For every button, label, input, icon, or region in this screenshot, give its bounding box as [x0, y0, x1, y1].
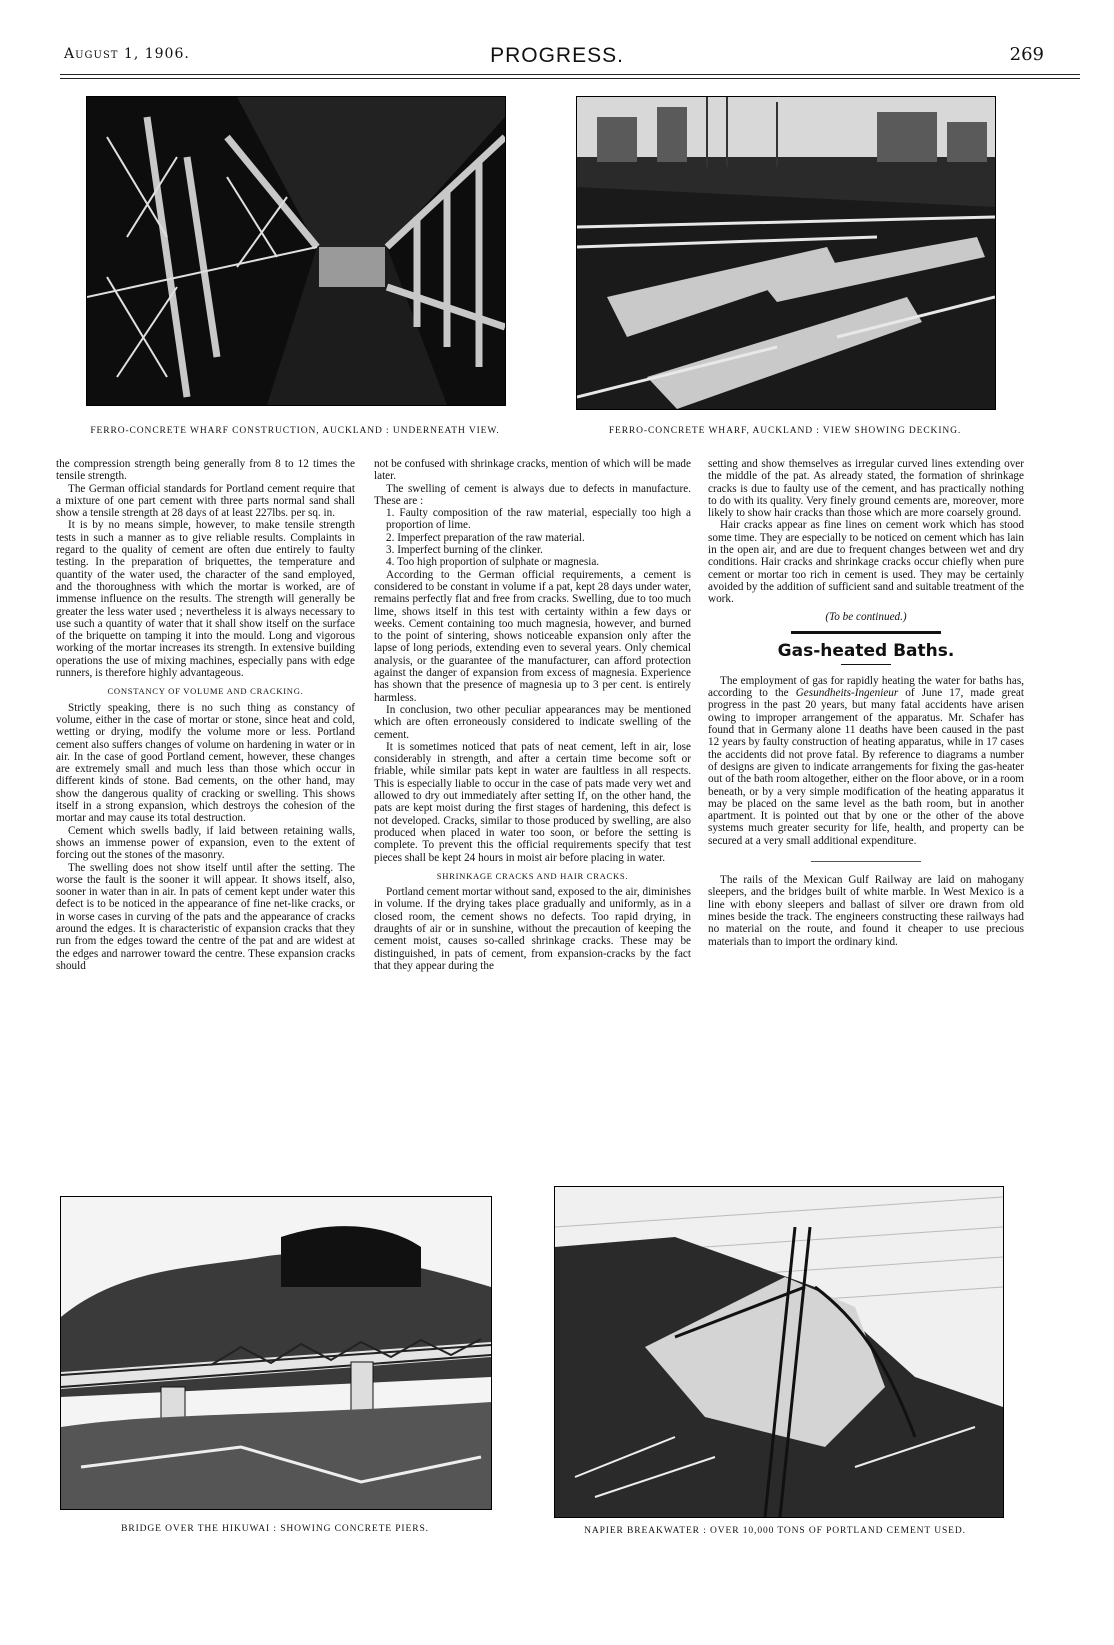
caption-top-right: FERRO-CONCRETE WHARF, AUCKLAND : VIEW SHOWING DECKING. [608, 426, 962, 436]
text-column-3 [708, 458, 1024, 948]
text-column-2 [374, 458, 691, 972]
paragraph: Cement which swells badly, if laid between retaining walls, shows an immense power of expansion, even to the extent of forcing out the stones of the masonry. [56, 824, 355, 862]
paragraph: the compression strength being generally from 8 to 12 times the tensile strength. [56, 458, 355, 483]
photo-wharf-underneath [86, 96, 506, 406]
list-item: 4. Too high proportion of sulphate or magnesia. [386, 556, 600, 569]
napier-breakwater-image [555, 1187, 1003, 1517]
paragraph: It is sometimes noticed that pats of neat cement, left in air, lose considerably in strength, and after a certain time become soft or friable, while similar pats kept in water are faultless in all respects. This is especially liable to occur in the case of pats made very wet and allowed to dry out immediately after setting If, on the other hand, the pats are kept moist during the first stages of hardening, this defect is not developed. Cracks, similar to those produced by swelling, are also produced when placed in water too soon, or before the setting is complete. To prevent this the official requirements specify that test pieces shall be kept 24 hours in moist air before placing in water. [374, 740, 691, 864]
paragraph: It is by no means simple, however, to make tensile strength tests in such a manner as to give reliable results. Complaints in regard to the quality of cement are often due entirely to faulty testing. In the preparation of briquettes, the temperature and quantity of the water used, the character of the sand employed, and the thoroughness with which the mortar is worked, are of immense influence on the results. The strength will generally be greater the less water used ; nevertheless it is always necessary to use such a quantity of water that it shall show itself on the surface of the briquette on tamping it into the mould. Long and vigorous working of the mortar increases its strength. In extensive building operations the use of mixing machines, especially pans with edge runners, is therefore highly advantageous. [56, 519, 355, 680]
list-item: 2. Imperfect preparation of the raw material. [386, 531, 585, 544]
photo-hikuwai-bridge [60, 1196, 492, 1510]
text-column-1 [56, 458, 355, 972]
paragraph: The German official standards for Portland cement require that a mixture of one part cement with three parts normal sand shall show a tensile strength at 28 days of at least 227lbs. per sq. in. [56, 482, 355, 520]
paragraph: Strictly speaking, there is no such thing as constancy of volume, either in the case of mortar or stone, since heat and cold, wetting or drying, modify the volume more or less. Portland cement also suffers changes of volume on hardening in water or in air. In the case of good Portland cement, however, these changes are extremely small and much less than those which occur in different kinds of stone. Bad cements, on the other hand, may show the dangerous quality of cracking or swelling. This shows itself in a strong expansion, which destroys the cohesion of the mortar and may cause its total destruction. [56, 701, 355, 825]
article-divider [791, 631, 941, 634]
paragraph: not be confused with shrinkage cracks, mention of which will be made later. [374, 458, 691, 483]
page-number: 269 [1009, 44, 1044, 65]
issue-date: August 1, 1906. [64, 46, 190, 62]
caption-bottom-right: NAPIER BREAKWATER : OVER 10,000 TONS OF PORTLAND CEMENT USED. [584, 1526, 966, 1536]
paragraph: Hair cracks appear as fine lines on cement work which has stood some time. They are especially to be noticed on cement which has lain in the open air, and are due to frequent changes between wet and dry conditions. Hair cracks and shrinkage cracks occur chiefly when pure cement or mortar too rich in cement is used. They may be certainly avoided by the addition of sufficient sand and suitable treatment of the work. [708, 519, 1024, 606]
wharf-underneath-image [87, 97, 505, 405]
photo-wharf-decking [576, 96, 996, 410]
paragraph: setting and show themselves as irregular curved lines extending over the middle of the pat. As already stated, the formation of shrinkage cracks is due to faulty use of the cement, and has practically nothing to do with its quality. Very finely ground cements are, moreover, more likely to show hair cracks than those which are more coarsely ground. [708, 458, 1024, 520]
journal-title: PROGRESS. [490, 44, 624, 67]
item-divider [811, 861, 921, 862]
header-rule [60, 74, 1080, 75]
list-item: 3. Imperfect burning of the clinker. [386, 544, 543, 557]
photo-napier-breakwater [554, 1186, 1004, 1518]
section-heading: SHRINKAGE CRACKS AND HAIR CRACKS. [436, 870, 629, 881]
to-be-continued: (To be continued.) [825, 610, 907, 623]
header-rule-double [60, 78, 1080, 79]
paragraph: The swelling of cement is always due to defects in manufacture. These are : [374, 482, 691, 507]
list-item: 1. Faulty composition of the raw material, especially too high a proportion of lime. [386, 507, 691, 532]
hikuwai-bridge-image [61, 1197, 491, 1509]
title-underline [841, 664, 891, 665]
paragraph: The employment of gas for rapidly heating the water for baths has, according to the Gesundheits-Ingenieur of June 17, made great progress in the past 20 years, but many fatal accidents have arisen owing to improper arrangement of the apparatus. Mr. Schafer has found that in Germany alone 11 deaths have been caused in the past 12 years by faulty construction of heating apparatus, while in 17 cases the accidents did not prove fatal. By reference to diagrams a number of designs are given to indicate arrangements for fixing the gas-heater out of the bath room altogether, either on the floor above, or in a room beneath, or by a very simple modification of the heating apparatus it may be placed on the same level as the bath room, but in another apartment. It is pointed out that by one or the other of the above systems much greater security for life, health, and property can be secured at a very small additional expenditure. [708, 674, 1024, 847]
paragraph: According to the German official requirements, a cement is considered to be constant in volume if a pat, kept 28 days under water, remains perfectly flat and free from cracks. Swelling, due to too much lime, shows itself in this test with certainty within a few days or weeks. Cement containing too much magnesia, however, and burned to the point of sintering, shows noticeable expansion only after the lapse of long periods, extending even to several years. Only chemical analysis, or the guarantee of the manufacturer, can afford protection against the danger of expansion from excess of magnesia. Experience has shown that the presence of magnesia up to 3 per cent. is entirely harmless. [374, 568, 691, 704]
caption-top-left: FERRO-CONCRETE WHARF CONSTRUCTION, AUCKLAND : UNDERNEATH VIEW. [90, 426, 500, 436]
journal-name: Gesundheits-Ingenieur [795, 687, 899, 700]
paragraph: The rails of the Mexican Gulf Railway are laid on mahogany sleepers, and the bridges built of white marble. In West Mexico is a line with ebony sleepers and ballast of silver ore drawn from old mines beside the track. The engineers constructing these railways had no material on the route, and found it cheaper to use precious materials than to import the ordinary kind. [708, 874, 1024, 948]
section-heading: CONSTANCY OF VOLUME AND CRACKING. [107, 686, 304, 697]
paragraph: Portland cement mortar without sand, exposed to the air, diminishes in volume. If the drying takes place gradually and uniformly, as in a closed room, the cement shows no defects. Too rapid drying, in draughts of air or in sunshine, without the precaution of keeping the cement moist, causes so-called shrinkage cracks. These may be distinguished, in pats of cement, from expansion-cracks by the fact that they appear during the [374, 886, 691, 972]
paragraph: In conclusion, two other peculiar appearances may be mentioned which are often erroneously considered to indicate swelling of the cement. [374, 703, 691, 741]
paragraph: The swelling does not show itself until after the setting. The worse the fault is the sooner it will appear. It shows itself, also, sooner in water than in air. In pats of cement kept under water this defect is to be noticed in the appearance of fine net-like cracks, or in worse cases in curving of the pats and the appearance of cracks around the edges. It is characteristic of expansion cracks that they run from the edges toward the centre of the pat and are widest at the edges and narrower toward the centre. These expansion cracks should [56, 861, 355, 972]
caption-bottom-left: BRIDGE OVER THE HIKUWAI : SHOWING CONCRETE PIERS. [121, 1524, 429, 1534]
article-title: Gas-heated Baths. [777, 640, 955, 661]
wharf-decking-image [577, 97, 995, 409]
